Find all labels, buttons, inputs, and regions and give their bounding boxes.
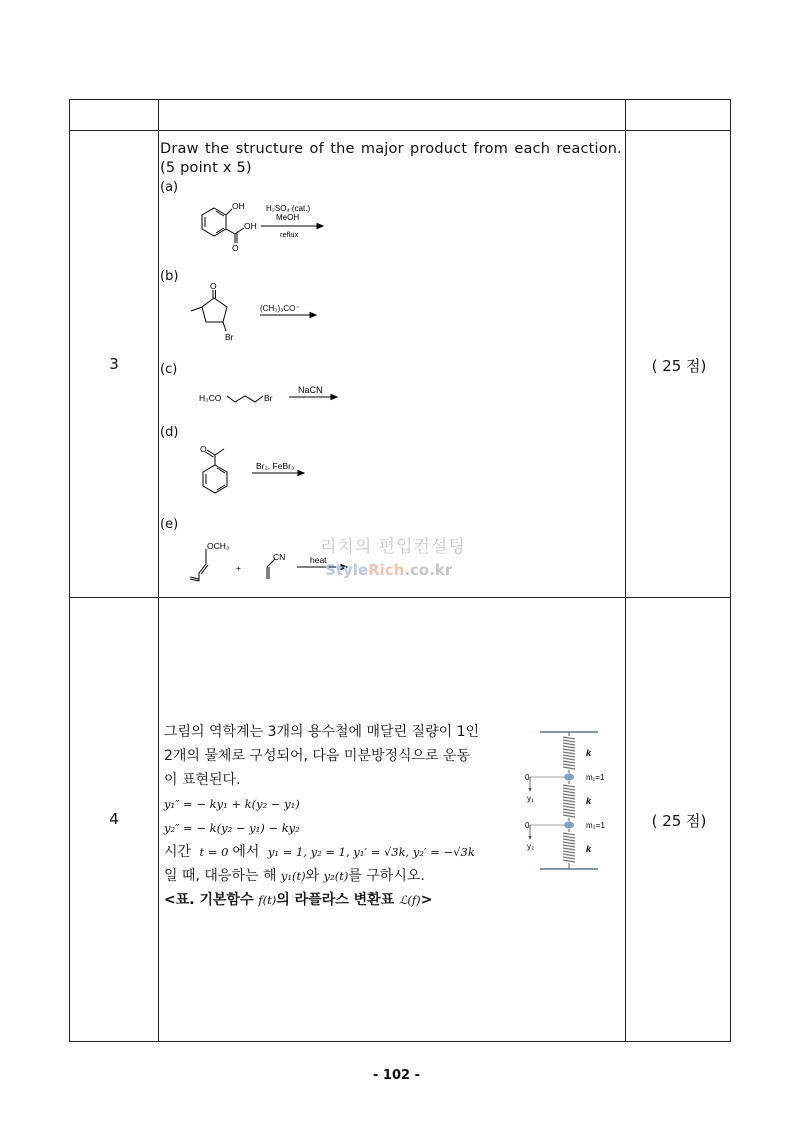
mass-1 <box>564 774 574 781</box>
plus-sign: + <box>236 563 241 573</box>
row-divider <box>70 597 730 598</box>
group-label: CN <box>273 552 286 562</box>
reaction-structures <box>70 100 626 597</box>
acetophenone-structure <box>203 449 304 493</box>
group-label: H₃CO <box>199 393 222 403</box>
part-c-label: (c) <box>160 362 178 377</box>
spring-2 <box>563 781 575 821</box>
text-line: 시간 t = 0 에서 y₁ = 1, y₂ = 1, y₁′ = √3k, y₂′ = −√3k <box>164 844 475 860</box>
reagent-label: (CH₃)₃CO⁻ <box>260 304 300 313</box>
group-label: OH <box>232 201 245 211</box>
page-number: - 102 - <box>373 1068 420 1083</box>
group-label: O <box>200 444 207 454</box>
score-4: ( 25 점) <box>651 812 707 830</box>
watermark-line-2: StyleRich.co.kr <box>325 561 453 579</box>
spring-constant-label: k <box>586 844 592 854</box>
question-4-text <box>164 720 479 912</box>
watermark-line-1: 리치의 편입컨설팅 <box>320 537 466 557</box>
spring-constant-label: k <box>586 748 592 758</box>
axis-label-y1: y₁ <box>527 794 534 803</box>
exam-table <box>69 99 731 1042</box>
reagent-label: MeOH <box>276 213 300 222</box>
initial-conditions: y₁ = 1, y₂ = 1, y₁′ = √3k, y₂′ = −√3k <box>267 845 475 859</box>
spring-1 <box>563 732 575 773</box>
spring-mass-figure <box>518 726 608 876</box>
group-label: OCH₃ <box>207 541 230 551</box>
reagent-label: heat <box>310 555 327 565</box>
equation-2: y₂″ = − k(y₂ − y₁) − ky₂ <box>164 821 300 835</box>
text-line: 이 표현된다. <box>164 772 241 788</box>
text-line: 2개의 물체로 구성되어, 다음 미분방정식으로 운동 <box>164 748 471 764</box>
score-3: ( 25 점) <box>651 357 707 375</box>
group-label: Br <box>225 332 234 342</box>
text-line: 그림의 역학계는 3개의 용수철에 매달린 질량이 1인 <box>164 724 479 740</box>
part-b-label: (b) <box>160 269 179 284</box>
equation-1: y₁″ = − ky₁ + k(y₂ − y₁) <box>164 797 300 811</box>
laplace-table-title: <표. 기본함수 f(t)의 라플라스 변환표 ℒ(f)> <box>164 892 433 908</box>
mass-label: m₁=1 <box>586 773 605 782</box>
origin-label: 0 <box>525 773 530 782</box>
origin-label: 0 <box>525 821 530 830</box>
reagent-label: reflux <box>280 230 299 239</box>
reagent-label: H₂SO₄ (cat.) <box>266 204 311 213</box>
group-label: OH <box>244 221 257 231</box>
question-3-text: Draw the structure of the major product from each reaction. (5 point x 5) <box>160 141 622 176</box>
mass-2 <box>564 822 574 829</box>
group-label: O <box>210 281 217 291</box>
axis-label-y2: y₂ <box>527 842 535 851</box>
methoxypropyl-bromide-structure <box>227 395 337 403</box>
salicylic-acid-structure <box>202 208 323 243</box>
mass-label: m₂=1 <box>586 821 605 830</box>
part-a-label: (a) <box>160 180 179 195</box>
text-line: 일 때, 대응하는 해 y₁(t)와 y₂(t)를 구하시오. <box>164 868 425 884</box>
spring-constant-label: k <box>586 796 592 806</box>
reagent-label: NaCN <box>298 385 323 395</box>
part-e-label: (e) <box>160 517 179 532</box>
part-d-label: (d) <box>160 425 179 440</box>
question-number-3: 3 <box>109 355 119 373</box>
reagent-label: Br₂, FeBr₃ <box>256 461 295 471</box>
group-label: O <box>232 243 239 253</box>
spring-3 <box>563 829 575 869</box>
question-number-4: 4 <box>109 810 119 828</box>
group-label: Br <box>264 393 273 403</box>
